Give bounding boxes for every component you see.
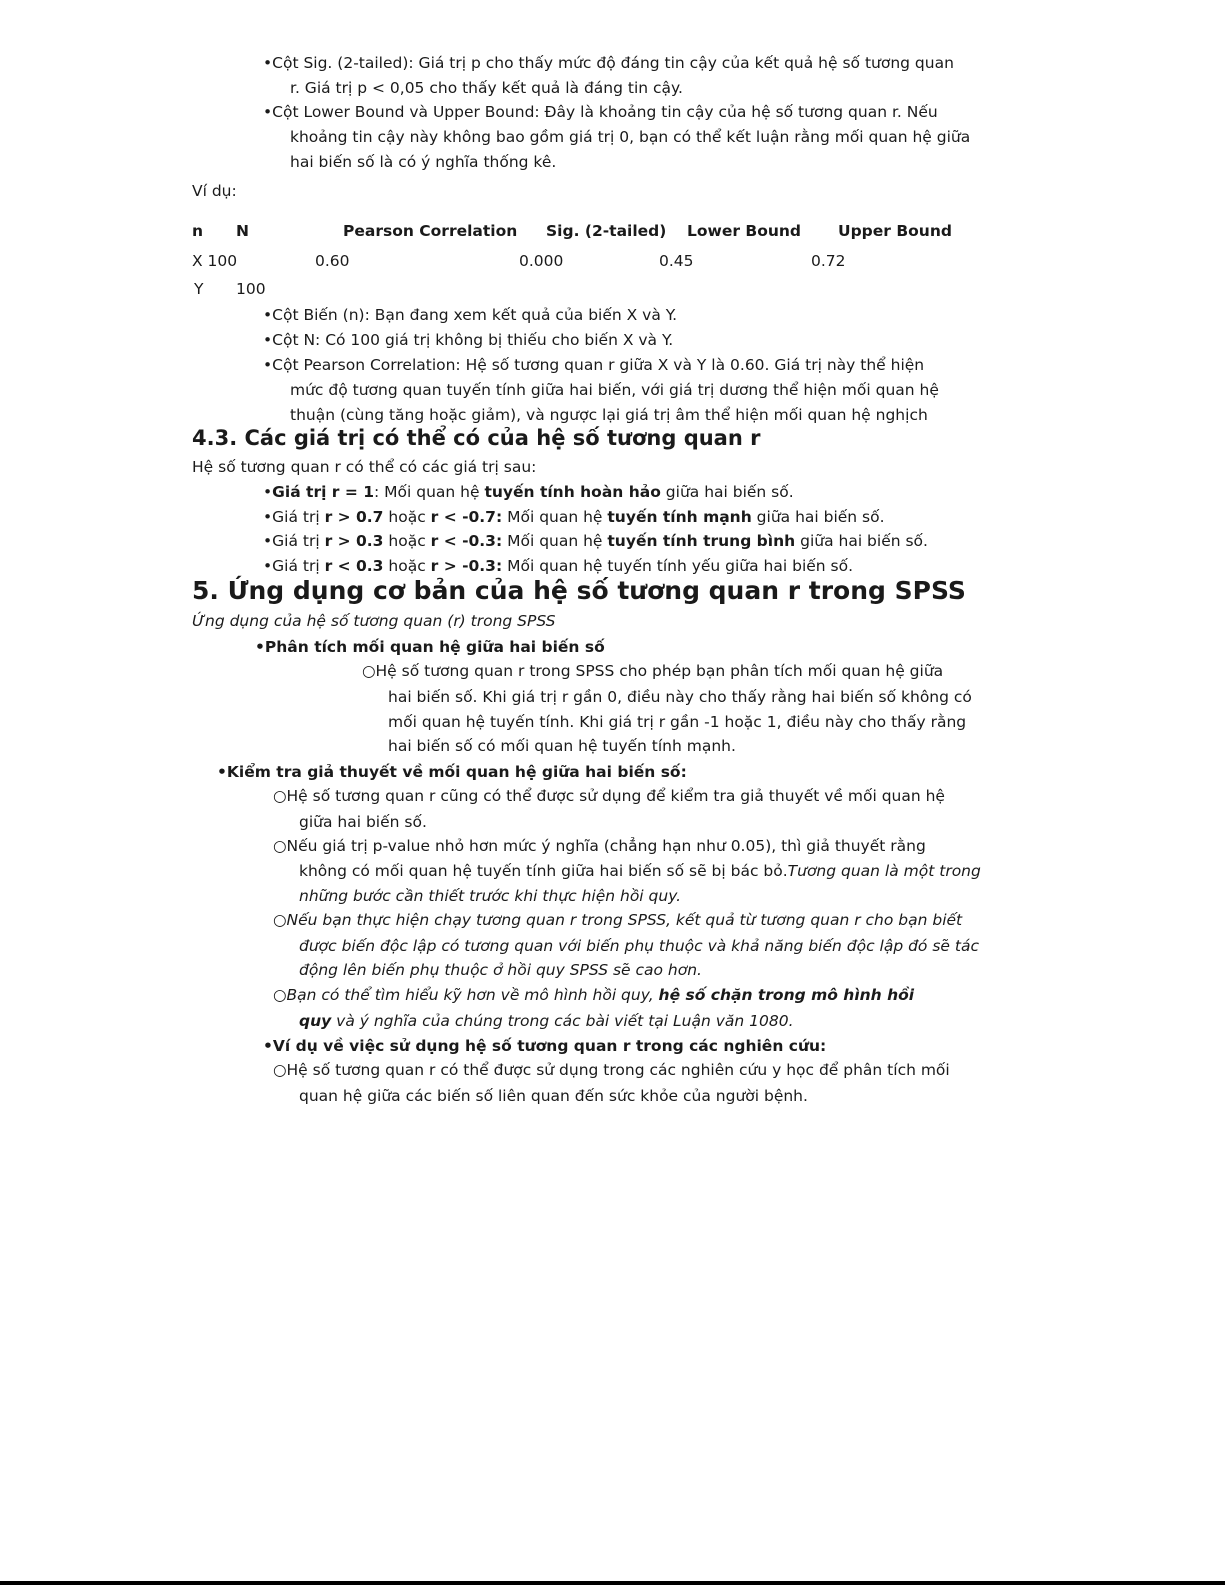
analysis-line-3: mối quan hệ tuyến tính. Khi giá trị r gần -1 hoặc 1, điều này cho thấy rằng xyxy=(388,713,967,731)
hypothesis-heading: •Kiểm tra giả thuyết về mối quan hệ giữa hai biến số: xyxy=(217,763,687,781)
hypothesis-4-line-2: quy và ý nghĩa của chúng trong các bài viết tại Luận văn 1080. xyxy=(299,1012,794,1030)
research-example-heading: •Ví dụ về việc sử dụng hệ số tương quan r trong các nghiên cứu: xyxy=(263,1037,827,1055)
table-cell-y: Y xyxy=(194,280,204,298)
hypothesis-3-line-1: ○Nếu bạn thực hiện chạy tương quan r trong SPSS, kết quả từ tương quan r cho bạn biết xyxy=(273,911,963,929)
analysis-heading: •Phân tích mối quan hệ giữa hai biến số xyxy=(255,638,605,656)
hypothesis-3-line-2: được biến độc lập có tương quan với biến phụ thuộc và khả năng biến độc lập đó sẽ tác xyxy=(299,937,979,955)
value-bullet-4: •Giá trị r < 0.3 hoặc r > -0.3: Mối quan hệ tuyến tính yếu giữa hai biến số. xyxy=(263,557,854,575)
hypothesis-2-line-2: không có mối quan hệ tuyến tính giữa hai biến số sẽ bị bác bỏ.Tương quan là một trong xyxy=(299,862,981,880)
table-cell-y-n: 100 xyxy=(236,280,266,298)
hypothesis-3-line-3: động lên biến phụ thuộc ở hồi quy SPSS sẽ cao hơn. xyxy=(299,961,702,979)
analysis-line-4: hai biến số có mối quan hệ tuyến tính mạnh. xyxy=(388,737,736,755)
table-cell-x-n: X 100 xyxy=(192,252,238,270)
sig-line-1: •Cột Sig. (2-tailed): Giá trị p cho thấy mức độ đáng tin cậy của kết quả hệ số tương quan xyxy=(263,54,954,72)
page-bottom-rule xyxy=(0,1581,1225,1585)
explain-n: •Cột N: Có 100 giá trị không bị thiếu cho biến X và Y. xyxy=(263,331,674,349)
sig-line-2: r. Giá trị p < 0,05 cho thấy kết quả là đáng tin cậy. xyxy=(290,79,683,97)
hypothesis-2-line-1: ○Nếu giá trị p-value nhỏ hơn mức ý nghĩa (chẳng hạn như 0.05), thì giả thuyết rằng xyxy=(273,837,926,855)
explain-pearson-1: •Cột Pearson Correlation: Hệ số tương quan r giữa X và Y là 0.60. Giá trị này thể hiện xyxy=(263,356,925,374)
example-label: Ví dụ: xyxy=(192,182,237,200)
bound-line-2: khoảng tin cậy này không bao gồm giá trị 0, bạn có thể kết luận rằng mối quan hệ giữa xyxy=(290,128,971,146)
table-header-sig: Sig. (2-tailed) xyxy=(546,222,667,240)
value-bullet-2: •Giá trị r > 0.7 hoặc r < -0.7: Mối quan hệ tuyến tính mạnh giữa hai biến số. xyxy=(263,508,885,526)
section-4-3-title: 4.3. Các giá trị có thể có của hệ số tương quan r xyxy=(192,426,761,450)
research-example-line-2: quan hệ giữa các biến số liên quan đến sức khỏe của người bệnh. xyxy=(299,1087,808,1105)
table-header-N: N xyxy=(236,222,249,240)
section-5-title: 5. Ứng dụng cơ bản của hệ số tương quan r trong SPSS xyxy=(192,576,966,605)
table-header-n: n xyxy=(192,222,204,240)
analysis-line-2: hai biến số. Khi giá trị r gần 0, điều này cho thấy rằng hai biến số không có xyxy=(388,688,972,706)
explain-pearson-2: mức độ tương quan tuyến tính giữa hai biến, với giá trị dương thể hiện mối quan hệ xyxy=(290,381,939,399)
table-cell-sig: 0.000 xyxy=(519,252,564,270)
hypothesis-1-line-2: giữa hai biến số. xyxy=(299,813,427,831)
value-bullet-3: •Giá trị r > 0.3 hoặc r < -0.3: Mối quan hệ tuyến tính trung bình giữa hai biến số. xyxy=(263,532,928,550)
hypothesis-1-line-1: ○Hệ số tương quan r cũng có thể được sử dụng để kiểm tra giả thuyết về mối quan hệ xyxy=(273,787,945,805)
hypothesis-2-line-3: những bước cần thiết trước khi thực hiện hồi quy. xyxy=(299,887,682,905)
regression-intercept-link[interactable]: hệ số chặn trong mô hình hồi xyxy=(658,986,915,1004)
section-4-3-intro: Hệ số tương quan r có thể có các giá trị sau: xyxy=(192,458,537,476)
table-header-upper: Upper Bound xyxy=(838,222,952,240)
table-header-lower: Lower Bound xyxy=(687,222,802,240)
table-cell-pearson: 0.60 xyxy=(315,252,350,270)
research-example-line-1: ○Hệ số tương quan r có thể được sử dụng trong các nghiên cứu y học để phân tích mối xyxy=(273,1061,950,1079)
section-5-subtitle: Ứng dụng của hệ số tương quan (r) trong SPSS xyxy=(192,612,556,630)
bound-line-3: hai biến số là có ý nghĩa thống kê. xyxy=(290,153,557,171)
table-cell-lower: 0.45 xyxy=(659,252,694,270)
table-header-pearson: Pearson Correlation xyxy=(343,222,518,240)
analysis-line-1: ○Hệ số tương quan r trong SPSS cho phép bạn phân tích mối quan hệ giữa xyxy=(362,662,944,680)
explain-bien: •Cột Biến (n): Bạn đang xem kết quả của biến X và Y. xyxy=(263,306,678,324)
hypothesis-4-line-1: ○Bạn có thể tìm hiểu kỹ hơn về mô hình hồi quy, hệ số chặn trong mô hình hồi xyxy=(273,986,915,1004)
value-bullet-1: •Giá trị r = 1: Mối quan hệ tuyến tính hoàn hảo giữa hai biến số. xyxy=(263,483,794,501)
bound-line-1: •Cột Lower Bound và Upper Bound: Đây là khoảng tin cậy của hệ số tương quan r. Nếu xyxy=(263,103,938,121)
explain-pearson-3: thuận (cùng tăng hoặc giảm), và ngược lại giá trị âm thể hiện mối quan hệ nghịch xyxy=(290,406,928,424)
table-cell-upper: 0.72 xyxy=(811,252,846,270)
regression-intercept-link-cont[interactable]: quy xyxy=(299,1012,332,1030)
